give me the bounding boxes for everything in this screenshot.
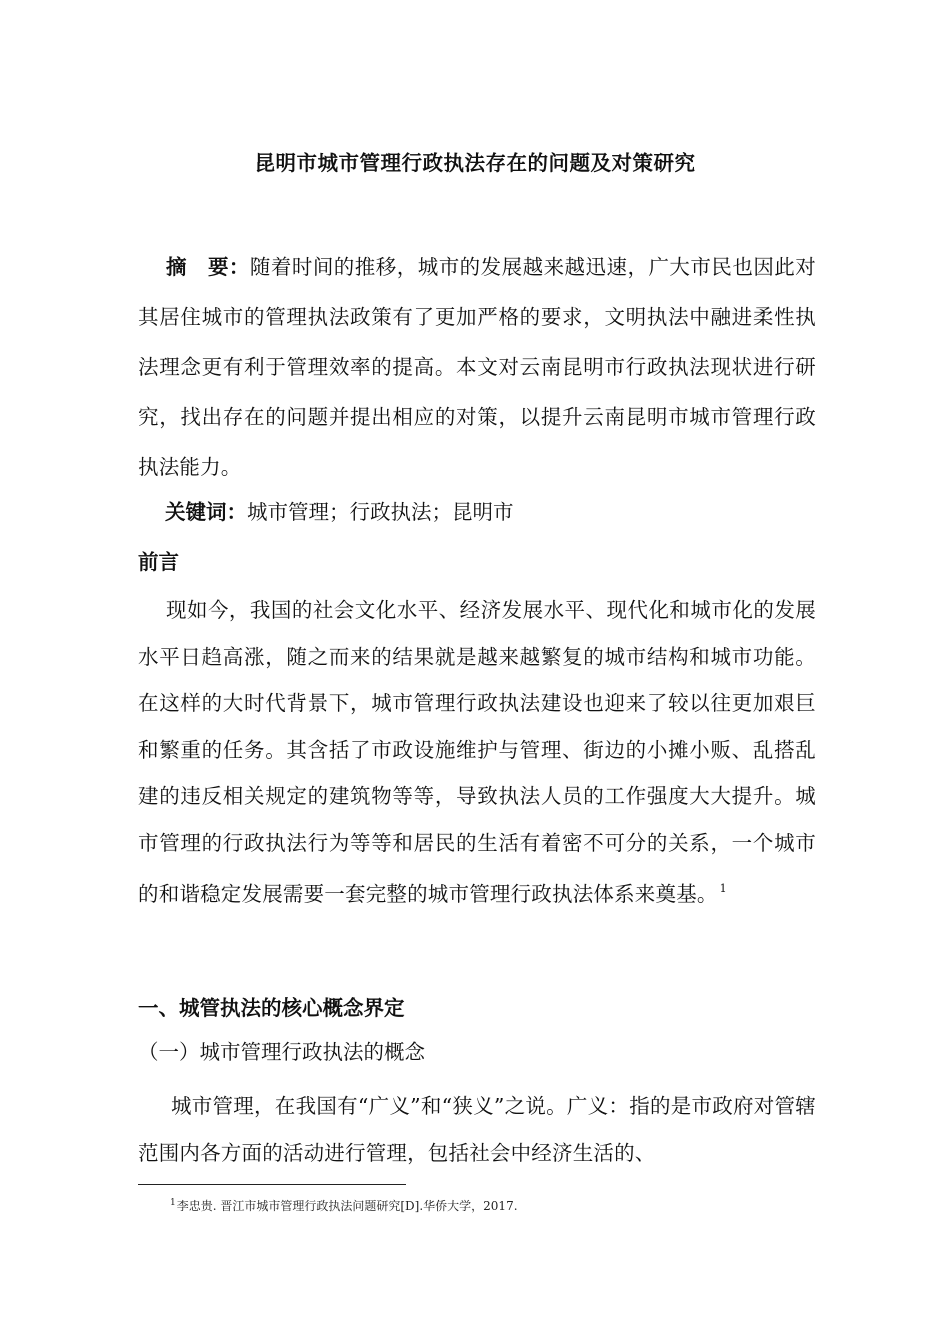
abstract-paragraph [138, 242, 816, 492]
keywords-line [165, 490, 815, 534]
keywords-text: 城市管理；行政执法；昆明市 [247, 500, 514, 524]
footnote-mark: 1 [170, 1198, 176, 1208]
preface-heading: 前言 [138, 550, 179, 574]
concept-section [138, 1083, 816, 1177]
subsection-heading-1-1: （一）城市管理行政执法的概念 [138, 1040, 425, 1064]
preface-section [138, 587, 816, 918]
footnote-reference[interactable]: 1 [719, 882, 727, 895]
footnote-text: 李忠贵. 晋江市城市管理行政执法问题研究[D].华侨大学，2017. [176, 1199, 518, 1213]
abstract-label: 摘 要： [166, 255, 250, 279]
abstract-text: 随着时间的推移，城市的发展越来越迅速，广大市民也因此对其居住城市的管理执法政策有了更加严格的要求，文明执法中融进柔性执法理念更有利于管理效率的提高。本文对云南昆明市行政执法现状进行研究，找出存在的问题并提出相应的对策，以提升云南昆明市城市管理行政执法能力。 [138, 255, 816, 479]
section-heading-1: 一、城管执法的核心概念界定 [138, 996, 405, 1020]
abstract-section [138, 242, 816, 492]
preface-paragraph [138, 587, 816, 918]
concept-paragraph [138, 1083, 816, 1177]
footnote [170, 1193, 518, 1216]
preface-text: 现如今，我国的社会文化水平、经济发展水平、现代化和城市化的发展水平日趋高涨，随之而来的结果就是越来越繁复的城市结构和城市功能。在这样的大时代背景下，城市管理行政执法建设也迎来了较以往更加艰巨和繁重的任务。其含括了市政设施维护与管理、街边的小摊小贩、乱搭乱建的违反相关规定的建筑物等等，导致执法人员的工作强度大大提升。城市管理的行政执法行为等等和居民的生活有着密不可分的关系，一个城市的和谐稳定发展需要一套完整的城市管理行政执法体系来奠基。 [138, 598, 816, 906]
footnote-divider [138, 1184, 406, 1185]
paper-title: 昆明市城市管理行政执法存在的问题及对策研究 [254, 151, 696, 175]
keywords-label: 关键词： [165, 500, 247, 524]
concept-text: 城市管理，在我国有“广义”和“狭义”之说。广义：指的是市政府对管辖范围内各方面的活动进行管理，包括社会中经济生活的、 [138, 1094, 816, 1165]
